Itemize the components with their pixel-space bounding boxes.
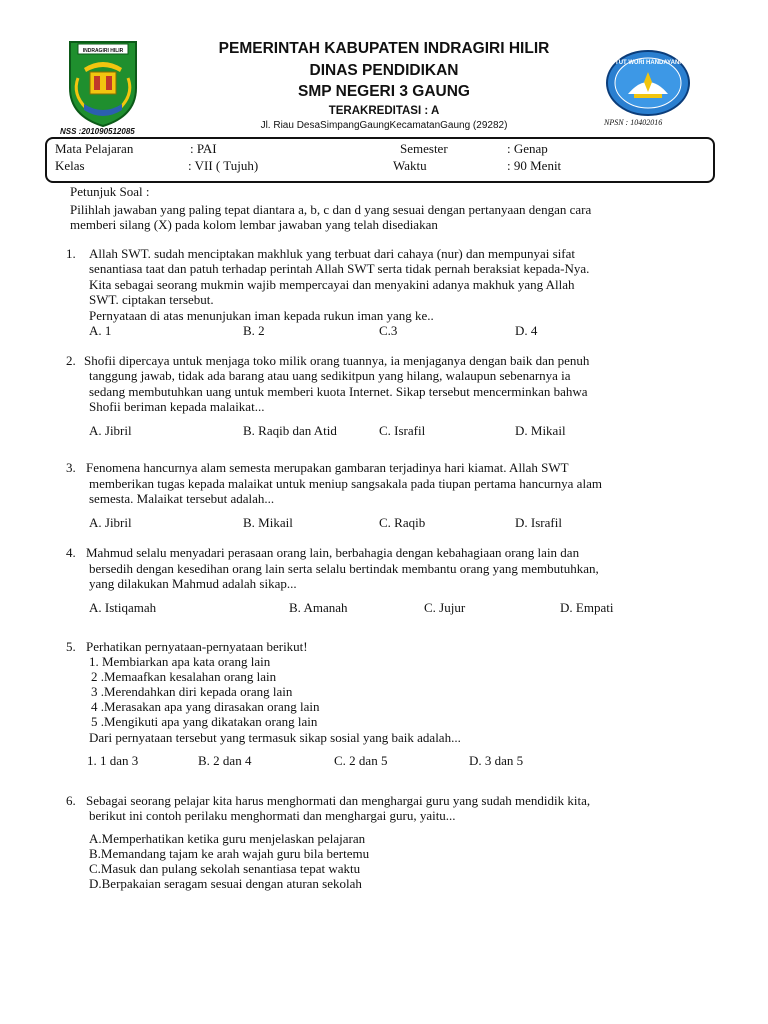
- answer-option: C. Raqib: [379, 515, 426, 530]
- question-text-line: Allah SWT. sudah menciptakan makhluk yang terbuat dari cahaya (nur) dan mempunyai sifat: [89, 246, 576, 261]
- question-text-line: Sebagai seorang pelajar kita harus menghormati dan menghargai guru yang sudah mendidik kita,: [86, 793, 591, 808]
- statement-item: 5 .Mengikuti apa yang dikatakan orang lain: [91, 714, 318, 729]
- class-label: Kelas: [55, 158, 85, 173]
- question-number: 1.: [66, 246, 76, 261]
- answer-option: A. Jibril: [89, 515, 132, 530]
- question-number: 5.: [66, 639, 76, 654]
- question-text-line: senantiasa taat dan patuh terhadap perintah Allah SWT serta tidak pernah beraksiat kepada-Nya.: [89, 261, 590, 276]
- question-text-line: Fenomena hancurnya alam semesta merupakan gambaran terjadinya hari kiamat. Allah SWT: [86, 460, 569, 475]
- npsn-number: NPSN : 10402016: [604, 118, 663, 127]
- answer-option: C. Israfil: [379, 423, 426, 438]
- question-text-line: Mahmud selalu menyadari perasaan orang lain, berbahagia dengan kebahagiaan orang lain dan: [86, 545, 580, 560]
- question-text-line: tanggung jawab, tidak ada barang atau uang sedikitpun yang hilang, walaupun sebenarnya ia: [89, 368, 571, 383]
- question-text-line: memberikan tugas kepada malaikat untuk meniup sangsakala pada tiupan pertama hancurnya alam: [89, 476, 602, 491]
- svg-text:INDRAGIRI HILIR: INDRAGIRI HILIR: [82, 48, 124, 54]
- answer-option: D. 3 dan 5: [469, 753, 524, 768]
- question-number: 4.: [66, 545, 76, 560]
- statement-item: 3 .Merendahkan diri kepada orang lain: [91, 684, 293, 699]
- exam-info-box: [45, 137, 715, 183]
- header-address: Jl. Riau DesaSimpangGaungKecamatanGaung (29282): [260, 120, 508, 131]
- answer-option: D. Mikail: [515, 423, 566, 438]
- statement-item: 2 .Memaafkan kesalahan orang lain: [91, 669, 277, 684]
- answer-option: B. 2 dan 4: [198, 753, 252, 768]
- header-department: DINAS PENDIDIKAN: [309, 62, 459, 79]
- header-government: PEMERINTAH KABUPATEN INDRAGIRI HILIR: [218, 40, 550, 57]
- question-text-line: Kita sebagai seorang mukmin wajib mempercayai dan menyakini adanya makhuk yang Allah: [89, 277, 575, 292]
- answer-option: D. 4: [515, 323, 538, 338]
- question-text-line: Perhatikan pernyataan-pernyataan berikut!: [86, 639, 308, 654]
- instructions-line: Pilihlah jawaban yang paling tepat diantara a, b, c dan d yang sesuai dengan pertanyaan dengan cara: [70, 202, 592, 217]
- class-value: : VII ( Tujuh): [188, 158, 259, 173]
- question-number: 2.: [66, 353, 76, 368]
- subject-value: : PAI: [190, 141, 217, 156]
- header-school: SMP NEGERI 3 GAUNG: [298, 83, 470, 100]
- svg-text:TUT WURI HANDAYANI: TUT WURI HANDAYANI: [615, 60, 681, 66]
- question-text-line: sedang membutuhkan uang untuk memberi kuota Internet. Sikap tersebut mencerminkan bahwa: [89, 384, 588, 399]
- answer-option: B. 2: [243, 323, 265, 338]
- answer-option: B.Memandang tajam ke arah wajah guru bila bertemu: [89, 846, 370, 861]
- statement-item: 4 .Merasakan apa yang dirasakan orang lain: [91, 699, 320, 714]
- answer-option: A. Jibril: [89, 423, 132, 438]
- question-text-line: SWT. ciptakan tersebut.: [89, 292, 214, 307]
- semester-value: : Genap: [507, 141, 548, 156]
- subject-label: Mata Pelajaran: [55, 141, 134, 156]
- answer-option: A. Istiqamah: [89, 600, 157, 615]
- answer-option: C.3: [379, 323, 398, 338]
- question-text-line: berikut ini contoh perilaku menghormati dan menghargai guru, yaitu...: [89, 808, 456, 823]
- time-value: : 90 Menit: [507, 158, 562, 173]
- question-text-line: Dari pernyataan tersebut yang termasuk sikap sosial yang baik adalah...: [89, 730, 461, 745]
- statement-item: 1. Membiarkan apa kata orang lain: [89, 654, 271, 669]
- instructions-line: memberi silang (X) pada kolom lembar jawaban yang telah disediakan: [70, 217, 438, 232]
- answer-option: D. Empati: [560, 600, 614, 615]
- nss-number: NSS :201090512085: [60, 127, 135, 136]
- question-text-line: bersedih dengan kesedihan orang lain serta selalu bertindak membantu orang yang membutuhkan,: [89, 561, 599, 576]
- answer-option: B. Mikail: [243, 515, 293, 530]
- answer-option: C.Masuk dan pulang sekolah senantiasa tepat waktu: [89, 861, 361, 876]
- instructions-title: Petunjuk Soal :: [70, 184, 150, 199]
- answer-option: 1. 1 dan 3: [87, 753, 139, 768]
- answer-option: B. Raqib dan Atid: [243, 423, 337, 438]
- question-number: 6.: [66, 793, 76, 808]
- answer-option: D.Berpakaian seragam sesuai dengan aturan sekolah: [89, 876, 362, 891]
- question-text-line: Shofii beriman kepada malaikat...: [89, 399, 265, 414]
- question-text-line: yang dilakukan Mahmud adalah sikap...: [89, 576, 297, 591]
- answer-option: A.Memperhatikan ketika guru menjelaskan pelajaran: [89, 831, 366, 846]
- answer-option: B. Amanah: [289, 600, 348, 615]
- semester-label: Semester: [400, 141, 448, 156]
- answer-option: D. Israfil: [515, 515, 562, 530]
- question-number: 3.: [66, 460, 76, 475]
- question-text-line: semesta. Malaikat tersebut adalah...: [89, 491, 275, 506]
- question-text-line: Pernyataan di atas menunjukan iman kepada rukun iman yang ke..: [89, 308, 434, 323]
- answer-option: A. 1: [89, 323, 112, 338]
- header-accreditation: TERAKREDITASI : A: [328, 105, 440, 117]
- question-text-line: Shofii dipercaya untuk menjaga toko milik orang tuannya, ia menjaganya dengan baik dan penuh: [84, 353, 590, 368]
- answer-option: C. Jujur: [424, 600, 466, 615]
- answer-option: C. 2 dan 5: [334, 753, 388, 768]
- time-label: Waktu: [393, 158, 427, 173]
